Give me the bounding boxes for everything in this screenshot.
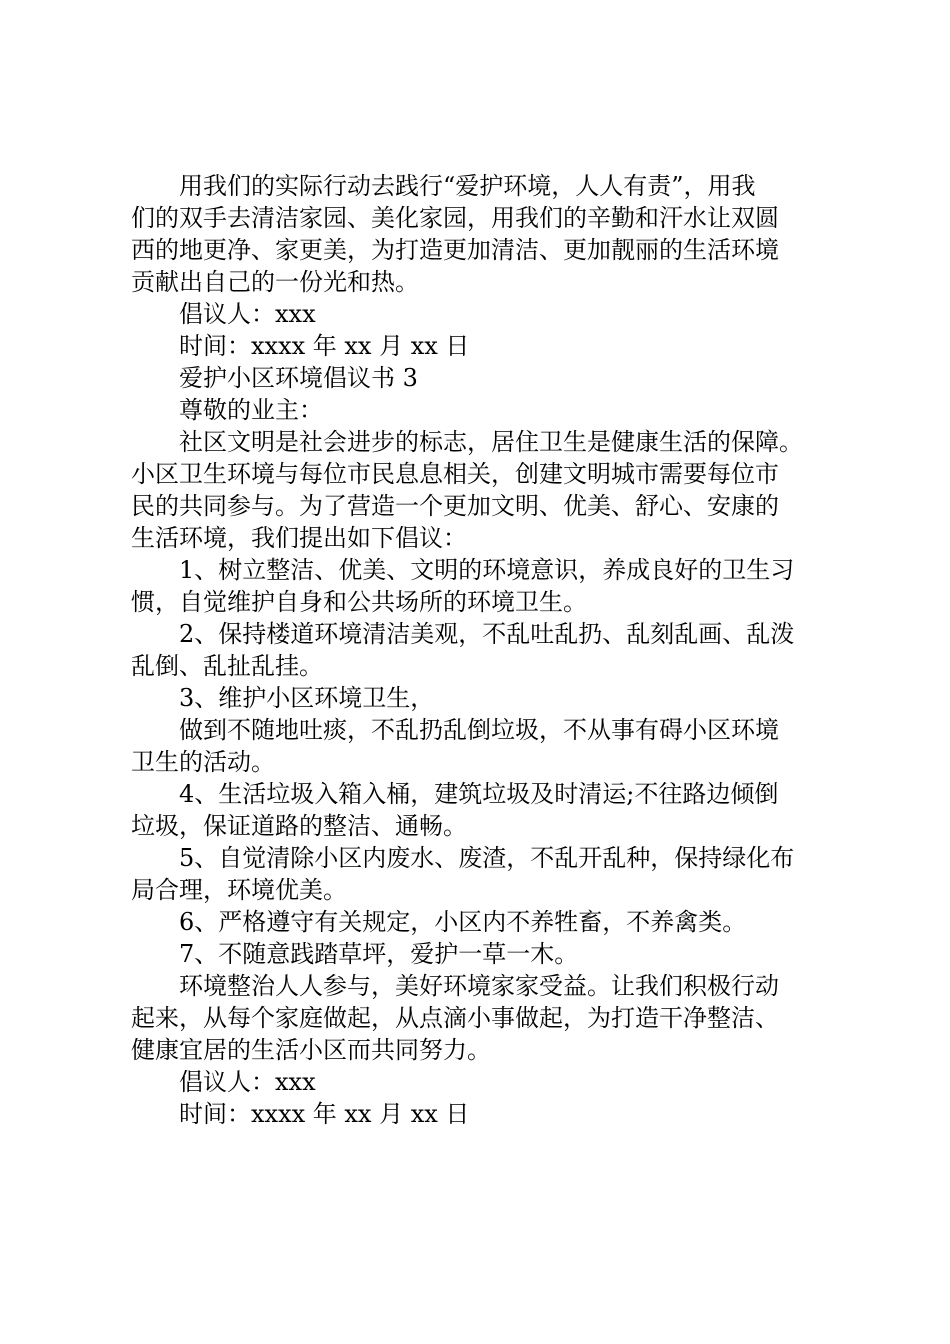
proposer-line-1: 倡议人：xxx [179, 300, 316, 328]
list-item-1 [131, 554, 831, 618]
text-line: 环境整治人人参与，美好环境家家受益。让我们积极行动 [179, 972, 779, 1000]
text-line: 贡献出自己的一份光和热。 [131, 268, 419, 296]
text-line: 4、生活垃圾入箱入桶，建筑垃圾及时清运;不往路边倾倒 [179, 780, 779, 808]
text-line: 健康宜居的生活小区而共同努力。 [131, 1036, 491, 1064]
text-line: 3、维护小区环境卫生， [179, 684, 435, 712]
text-line: 西的地更净、家更美，为打造更加清洁、更加靓丽的生活环境 [131, 236, 779, 264]
list-item-2 [131, 618, 831, 682]
text-line: 垃圾，保证道路的整洁、通畅。 [131, 812, 467, 840]
text-line: 1、树立整洁、优美、文明的环境意识，养成良好的卫生习 [179, 556, 795, 584]
date-line-1: 时间：xxxx 年 xx 月 xx 日 [179, 332, 470, 360]
text-line: 7、不随意践踏草坪，爱护一草一木。 [179, 940, 579, 968]
text-line: 卫生的活动。 [131, 748, 275, 776]
text-line: 2、保持楼道环境清洁美观，不乱吐乱扔、乱刻乱画、乱泼 [179, 620, 795, 648]
text-line: 乱倒、乱扯乱挂。 [131, 652, 323, 680]
paragraph-closing [131, 970, 831, 1066]
text-line: 起来，从每个家庭做起，从点滴小事做起，为打造干净整洁、 [131, 1004, 779, 1032]
text-line: 局合理，环境优美。 [131, 876, 347, 904]
paragraph-community-civilization [131, 426, 831, 554]
proposer-line-2: 倡议人：xxx [179, 1068, 316, 1096]
salutation: 尊敬的业主： [179, 396, 323, 424]
text-line: 5、自觉清除小区内废水、废渣，不乱开乱种，保持绿化布 [179, 844, 795, 872]
paragraph-practice-action [131, 170, 831, 298]
document-page [131, 170, 831, 1130]
text-line: 民的共同参与。为了营造一个更加文明、优美、舒心、安康的 [131, 492, 779, 520]
text-line: 们的双手去清洁家园、美化家园，用我们的辛勤和汗水让双圆 [131, 204, 779, 232]
text-line: 生活环境，我们提出如下倡议： [131, 524, 467, 552]
paragraph-no-spitting [131, 714, 831, 778]
text-line: 做到不随地吐痰，不乱扔乱倒垃圾，不从事有碍小区环境 [179, 716, 779, 744]
text-line: 用我们的实际行动去践行“爱护环境，人人有责”，用我 [179, 172, 756, 200]
list-item-5 [131, 842, 831, 906]
section-title: 爱护小区环境倡议书 3 [179, 364, 418, 392]
text-line: 惯，自觉维护自身和公共场所的环境卫生。 [131, 588, 587, 616]
date-line-2: 时间：xxxx 年 xx 月 xx 日 [179, 1100, 470, 1128]
list-item-4 [131, 778, 831, 842]
list-item-7 [131, 938, 831, 970]
list-item-3 [131, 682, 831, 714]
text-line: 小区卫生环境与每位市民息息相关，创建文明城市需要每位市 [131, 460, 779, 488]
list-item-6 [131, 906, 831, 938]
text-line: 社区文明是社会进步的标志，居住卫生是健康生活的保障。 [179, 428, 803, 456]
text-line: 6、严格遵守有关规定，小区内不养牲畜，不养禽类。 [179, 908, 747, 936]
